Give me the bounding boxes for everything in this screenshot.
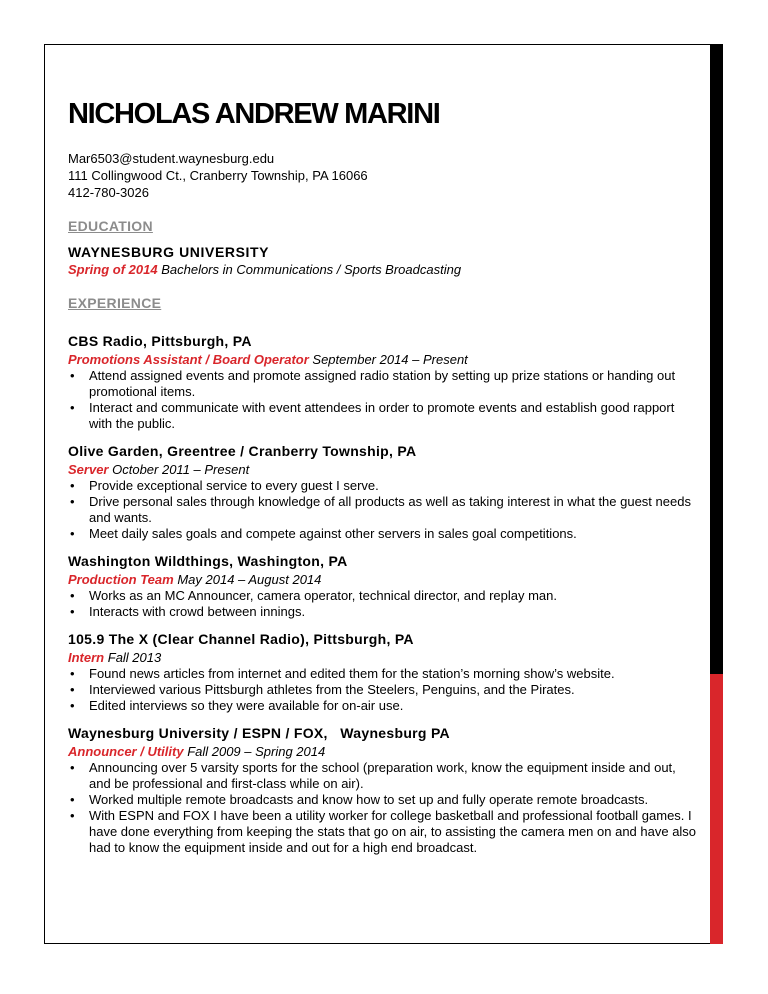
job-dates: May 2014 – August 2014 xyxy=(177,572,322,587)
job-role: Server xyxy=(68,462,109,477)
bullet-icon: • xyxy=(70,478,75,493)
accent-bar-black xyxy=(710,44,723,674)
job-entry xyxy=(68,332,698,432)
contact-phone: 412-780-3026 xyxy=(68,185,149,200)
job-bullets xyxy=(68,666,698,714)
job-dates: Fall 2013 xyxy=(107,650,162,665)
job-bullet: • Interact and communicate with event attendees in order to promote events and establish good rapport with the public. xyxy=(70,400,675,431)
job-bullet: • Attend assigned events and promote assigned radio station by setting up prize stations or handing out promotional items. xyxy=(70,368,676,399)
job-bullet: • Interacts with crowd between innings. xyxy=(70,604,306,619)
education-line xyxy=(68,261,698,278)
job-bullet: • Interviewed various Pittsburgh athletes from the Steelers, Penguins, and the Pirates. xyxy=(70,682,575,697)
education-heading: EDUCATION xyxy=(68,218,153,234)
job-bullet: • Edited interviews so they were available for on-air use. xyxy=(70,698,404,713)
resume-content xyxy=(68,96,698,856)
bullet-icon: • xyxy=(70,808,75,823)
experience-heading: EXPERIENCE xyxy=(68,295,162,311)
job-role-line xyxy=(68,571,698,588)
job-role-line xyxy=(68,461,698,478)
job-bullet: • Worked multiple remote broadcasts and know how to set up and fully operate remote broadcasts. xyxy=(70,792,649,807)
job-employer: CBS Radio, Pittsburgh, PA xyxy=(68,333,252,349)
job-entry xyxy=(68,552,698,620)
bullet-icon: • xyxy=(70,368,75,383)
job-role-line xyxy=(68,743,698,760)
education-term: Spring of 2014 xyxy=(68,262,158,277)
job-role: Announcer / Utility xyxy=(68,744,184,759)
job-role: Production Team xyxy=(68,572,174,587)
job-bullet: • With ESPN and FOX I have been a utility worker for college basketball and professional football games. I have done everything from keeping the stats that go on air, to assisting the camera men on and have also had to know the equipment inside and out for a high end broadcast. xyxy=(70,808,697,855)
bullet-icon: • xyxy=(70,760,75,775)
bullet-icon: • xyxy=(70,682,75,697)
job-dates: Fall 2009 – Spring 2014 xyxy=(187,744,326,759)
job-bullets xyxy=(68,760,698,856)
accent-bar-red xyxy=(710,674,723,944)
bullet-icon: • xyxy=(70,604,75,619)
bullet-icon: • xyxy=(70,792,75,807)
job-dates: October 2011 – Present xyxy=(112,462,250,477)
job-bullet: • Drive personal sales through knowledge of all products as well as taking interest in what the guest needs and wants. xyxy=(70,494,691,525)
bullet-icon: • xyxy=(70,526,75,541)
bullet-icon: • xyxy=(70,666,75,681)
job-bullets xyxy=(68,588,698,620)
job-bullets xyxy=(68,478,698,542)
bullet-icon: • xyxy=(70,494,75,509)
job-entry xyxy=(68,630,698,714)
job-role: Intern xyxy=(68,650,105,665)
job-role-line xyxy=(68,649,698,666)
applicant-name: NICHOLAS ANDREW MARINI xyxy=(68,98,440,130)
school-name: WAYNESBURG UNIVERSITY xyxy=(68,244,270,260)
job-employer: Waynesburg University / ESPN / FOX, Waynesburg PA xyxy=(68,725,450,741)
job-dates: September 2014 – Present xyxy=(312,352,468,367)
job-bullet: • Found news articles from internet and edited them for the station’s morning show’s website. xyxy=(70,666,615,681)
job-role-line xyxy=(68,351,698,368)
contact-email: Mar6503@student.waynesburg.edu xyxy=(68,151,275,166)
job-bullets xyxy=(68,368,698,432)
bullet-icon: • xyxy=(70,588,75,603)
job-bullet: • Works as an MC Announcer, camera operator, technical director, and replay man. xyxy=(70,588,557,603)
job-employer: Washington Wildthings, Washington, PA xyxy=(68,553,348,569)
bullet-icon: • xyxy=(70,698,75,713)
job-employer: 105.9 The X (Clear Channel Radio), Pittsburgh, PA xyxy=(68,631,414,647)
bullet-icon: • xyxy=(70,400,75,415)
job-bullet: • Provide exceptional service to every guest I serve. xyxy=(70,478,379,493)
job-entry xyxy=(68,724,698,856)
job-bullet: • Announcing over 5 varsity sports for the school (preparation work, know the equipment inside and out, and be professional and first-class while on air). xyxy=(70,760,676,791)
job-role: Promotions Assistant / Board Operator xyxy=(68,352,309,367)
job-employer: Olive Garden, Greentree / Cranberry Township, PA xyxy=(68,443,417,459)
job-entry xyxy=(68,442,698,542)
education-degree: Bachelors in Communications / Sports Broadcasting xyxy=(161,262,462,277)
contact-address: 111 Collingwood Ct., Cranberry Township, PA 16066 xyxy=(68,168,368,183)
job-bullet: • Meet daily sales goals and compete against other servers in sales goal competitions. xyxy=(70,526,577,541)
